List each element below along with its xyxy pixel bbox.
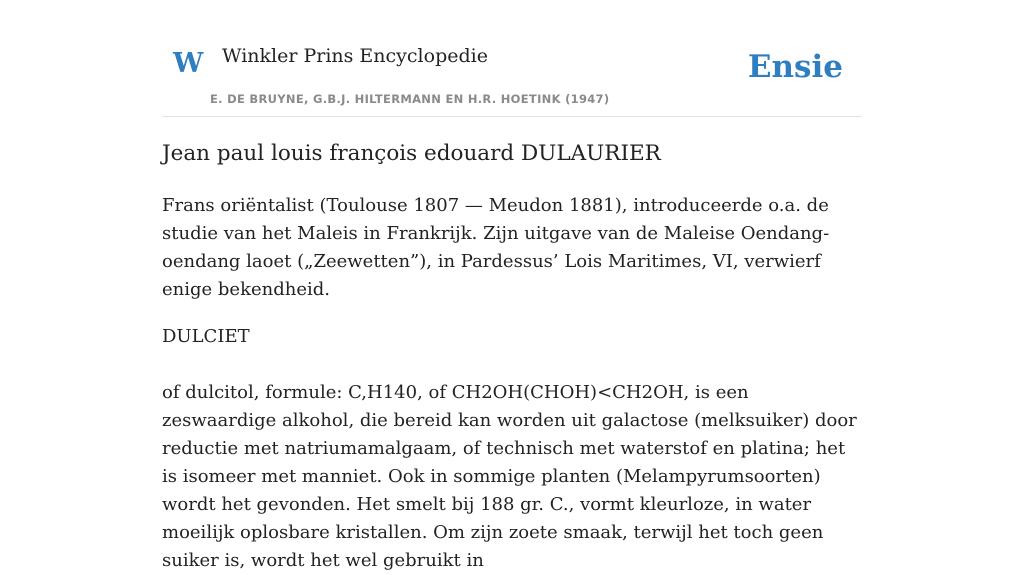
site-title[interactable]: Winkler Prins Encyclopedie xyxy=(222,45,488,67)
winkler-prins-logo[interactable]: W xyxy=(173,48,204,79)
main-content xyxy=(162,138,862,575)
entry-body: of dulcitol, formule: C,H140, of CH2OH(CHOH)<CH2OH, is een zeswaardige alkohol, die bereid kan worden uit galactose (melksuiker) door reductie met natriumamalgaam, of technisch met waterstof en platina; het is isomeer met manniet. Ook in sommige planten (Melampyrumsoorten) wordt het gevonden. Het smelt bij 188 gr. C., vormt kleurloze, in water moeilijk oplosbare kristallen. Om zijn zoete smaak, terwijl het toch geen suiker is, wordt het wel gebruikt in xyxy=(162,382,857,571)
entry-dulaurier xyxy=(162,138,862,304)
entry-body: Frans oriëntalist (Toulouse 1807 — Meudon 1881), introduceerde o.a. de studie van het Maleis in Frankrijk. Zijn uitgave van de Maleise Oendang-oendang laoet („Zeewetten”), in Pardessus’ Lois Maritimes, VI, verwierf enige bekendheid. xyxy=(162,195,830,300)
site-header xyxy=(162,30,862,117)
entry-title: DULCIET xyxy=(162,326,250,347)
ensie-logo[interactable]: Ensie xyxy=(747,49,843,85)
site-authors: E. DE BRUYNE, G.B.J. HILTERMANN EN H.R. HOETINK (1947) xyxy=(210,92,610,106)
entry-dulciet xyxy=(162,323,862,575)
entry-title: Jean paul louis françois edouard DULAURIER xyxy=(162,141,661,166)
